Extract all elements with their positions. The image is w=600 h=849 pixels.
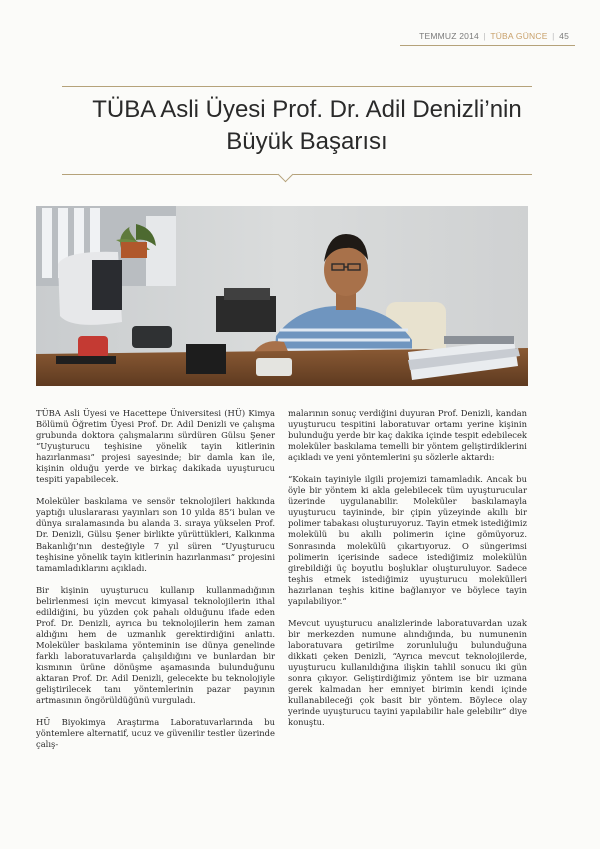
magazine-name: TÜBA GÜNCE [490, 31, 548, 41]
paragraph: Mevcut uyuşturucu analizlerinde laboratuvardan uzak bir merkezden numune alındığında, bu numunenin laboratuvara getirilme zorunluluğu bulunduğuna dikkati çeken Denizli, “Ayrıca mevcut teknolojilerde, uyuşturucu kullanıldığına ilişkin tahlil sonucu iki gün sonra çıkıyor. Geliştirdiğimiz yöntem ise bir uzmana gerek kalmadan her emniyet birimin kendi içinde kullanabileceği çok basit bir yöntem. Böylece olay yerinde uyuşturucu tayini yapılabilir hale gelebilir” diye konuştu. [288, 617, 527, 728]
article-title-line-1: TÜBA Asli Üyesi Prof. Dr. Adil Denizli’nin [92, 96, 522, 123]
issue-date: TEMMUZ 2014 [419, 31, 479, 41]
article-title-line-2: Büyük Başarısı [226, 128, 388, 155]
article-column-left [36, 408, 275, 761]
paragraph: HÜ Biyokimya Araştırma Laboratuvarlarında bu yöntemlere alternatif, ucuz ve güvenilir testler üzerinde çalış- [36, 717, 275, 750]
header-rule [400, 45, 575, 46]
article-title [62, 94, 552, 158]
header-separator: | [483, 31, 486, 41]
paragraph: malarının sonuç verdiğini duyuran Prof. Denizli, kandan uyuşturucu tespitini laboratuvar ortamı yerine kişinin bulunduğu yerde bir kaç dakika içinde tespit edebilecek moleküler baskılama temelli bir yöntem geliştirdiklerini açıkladı ve yeni yöntemlerini şu sözlerle aktardı: [288, 408, 527, 463]
paragraph: TÜBA Asli Üyesi ve Hacettepe Üniversitesi (HÜ) Kimya Bölümü Öğretim Üyesi Prof. Dr. Adil Denizli ve çalışma grubunda doktora çalışmalarını sürdüren Gülsu Şener “Uyuşturucu teşhisine yönelik tayin kitlerinin hazırlanması” projesi sayesinde; bir damla kan ile, kişinin olduğu yerde ve birkaç dakikada uyuşturucu tespiti yapabilecek. [36, 408, 275, 485]
page-number: 45 [559, 31, 569, 41]
paragraph: Bir kişinin uyuşturucu kullanıp kullanmadığının belirlenmesi için mevcut kimyasal teknolojilerin ithal edildiğini, bu yüzden çok pahalı olduğunu ifade eden Prof. Dr. Denizli, ayrıca bu teknolojilerin hem zaman aldığını hem de uzmanlık gerektirdiğini anlattı. Moleküler baskılama yönteminin ise dünya genelinde farklı laboratuvarlarda çalışıldığını ve bunlardan bir kısmının ürüne dönüşme aşamasında bulunduğunu aktaran Prof. Dr. Adil Denizli, gelecekte bu teknolojiyle geliştirilecek tanı yöntemlerinin pazar payının artmasının öngörüldüğünü vurguladı. [36, 584, 275, 706]
page-header [419, 31, 569, 41]
article-column-right [288, 408, 527, 739]
header-separator-2: | [552, 31, 555, 41]
office-scene-image [36, 206, 528, 386]
quote-paragraph: “Kokain tayiniyle ilgili projemizi tamamladık. Ancak bu öyle bir yöntem ki akla gelebilecek tüm uyuşturucular üzerinde uygulanabilir. Moleküler baskılamayla uyuşturucu tayininde, bir çipin yüzeyinde akıllı bir polimer tabakası oluşturuyoruz. Tayin etmek istediğimiz molekülü bu akıllı polimerin içine gömüyoruz. Sonrasında molekülü çıkartıyoruz. O süngerimsi polimerin içerisinde sadece istediğimiz molekülün girebildiği üç boyutlu boşluklar oluşturuluyor. Sadece teşhis etmek istediğimiz uyuşturucu molekülleri hazırlanan teşhis kitine bağlanıyor ve böylece tayin yapılabiliyor.” [288, 474, 527, 606]
title-bottom-rule [62, 174, 532, 175]
article-photo [36, 206, 528, 386]
title-top-rule [62, 86, 532, 87]
paragraph: Moleküler baskılama ve sensör teknolojileri hakkında yaptığı uluslararası yayınları son 10 yılda 85’i bulan ve dünya sıralamasında bu alanda 3. sıraya yükselen Prof. Dr. Denizli, Gülsu Şener birlikte yürüttükleri, Kalkınma Bakanlığı’nın desteğiyle 7 yıl süren “Uyuşturucu teşhisine yönelik tayin kitlerinin hazırlanması” projesini tamamladıklarını açıkladı. [36, 496, 275, 573]
title-rule-notch [278, 167, 294, 183]
